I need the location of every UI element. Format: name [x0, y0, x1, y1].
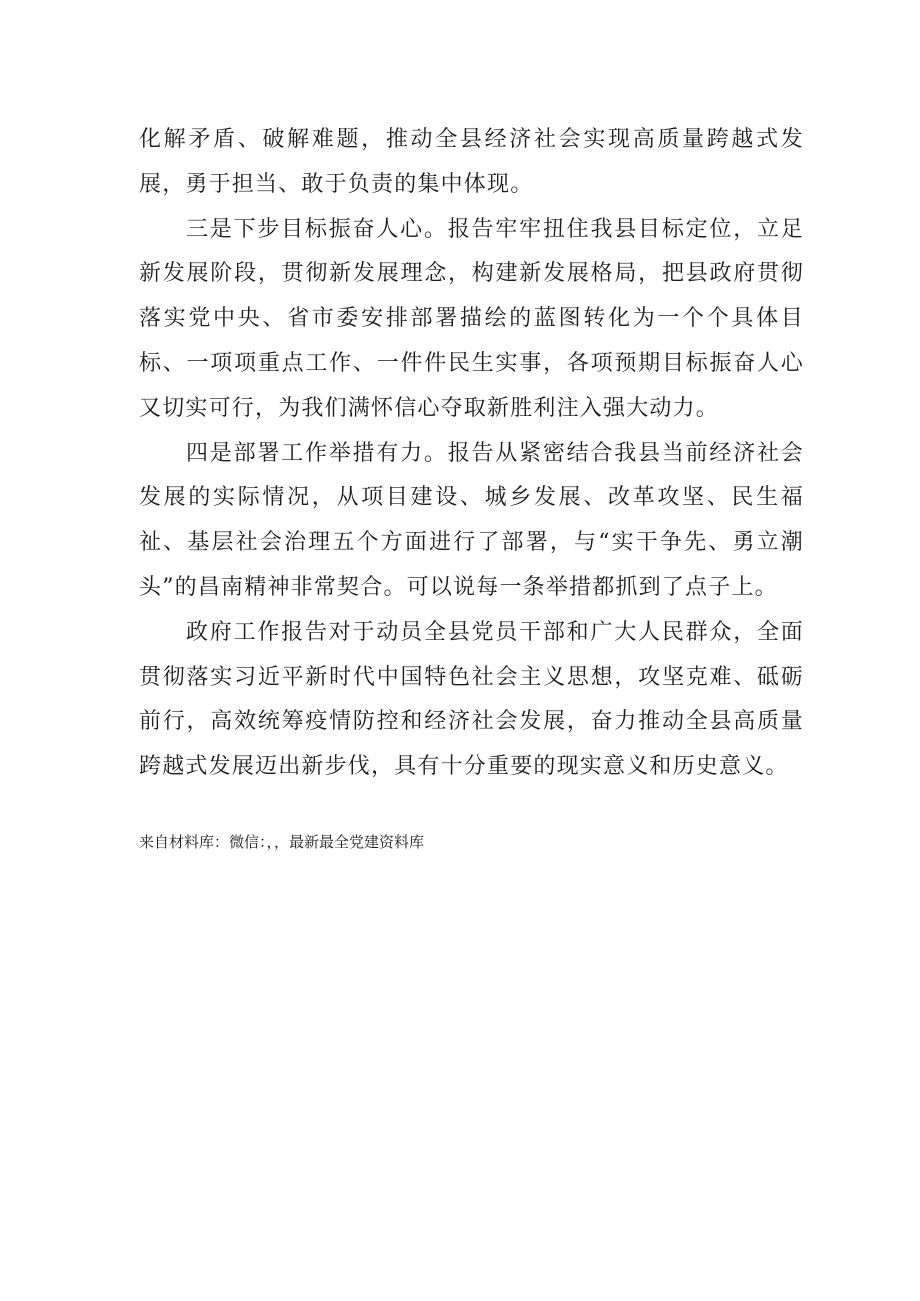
paragraph-1: 化解矛盾、破解难题，推动全县经济社会实现高质量跨越式发展，勇于担当、敢于负责的集中体现。: [139, 127, 804, 197]
paragraph-4: 政府工作报告对于动员全县党员干部和广大人民群众，全面贯彻落实习近平新时代中国特色社会主义思想，攻坚克难、砥砺前行，高效统筹疫情防控和经济社会发展，奋力推动全县高质量跨越式发展迈出新步伐，具有十分重要的现实意义和历史意义。: [139, 619, 804, 780]
paragraph-3: 四是部署工作举措有力。报告从紧密结合我县当前经济社会发展的实际情况，从项目建设、城乡发展、改革攻坚、民生福祉、基层社会治理五个方面进行了部署，与“实干争先、勇立潮头”的昌南精神非常契合。可以说每一条举措都抓到了点子上。: [139, 440, 804, 600]
source-note: 来自材料库：微信：，，最新最全党建资料库: [139, 833, 425, 851]
document-body: [139, 118, 804, 790]
paragraph-2: 三是下步目标振奋人心。报告牢牢扭住我县目标定位，立足新发展阶段，贯彻新发展理念，构建新发展格局，把县政府贯彻落实党中央、省市委安排部署描绘的蓝图转化为一个个具体目标、一项项重点工作、一件件民生实事，各项预期目标振奋人心又切实可行，为我们满怀信心夺取新胜利注入强大动力。: [139, 216, 804, 421]
